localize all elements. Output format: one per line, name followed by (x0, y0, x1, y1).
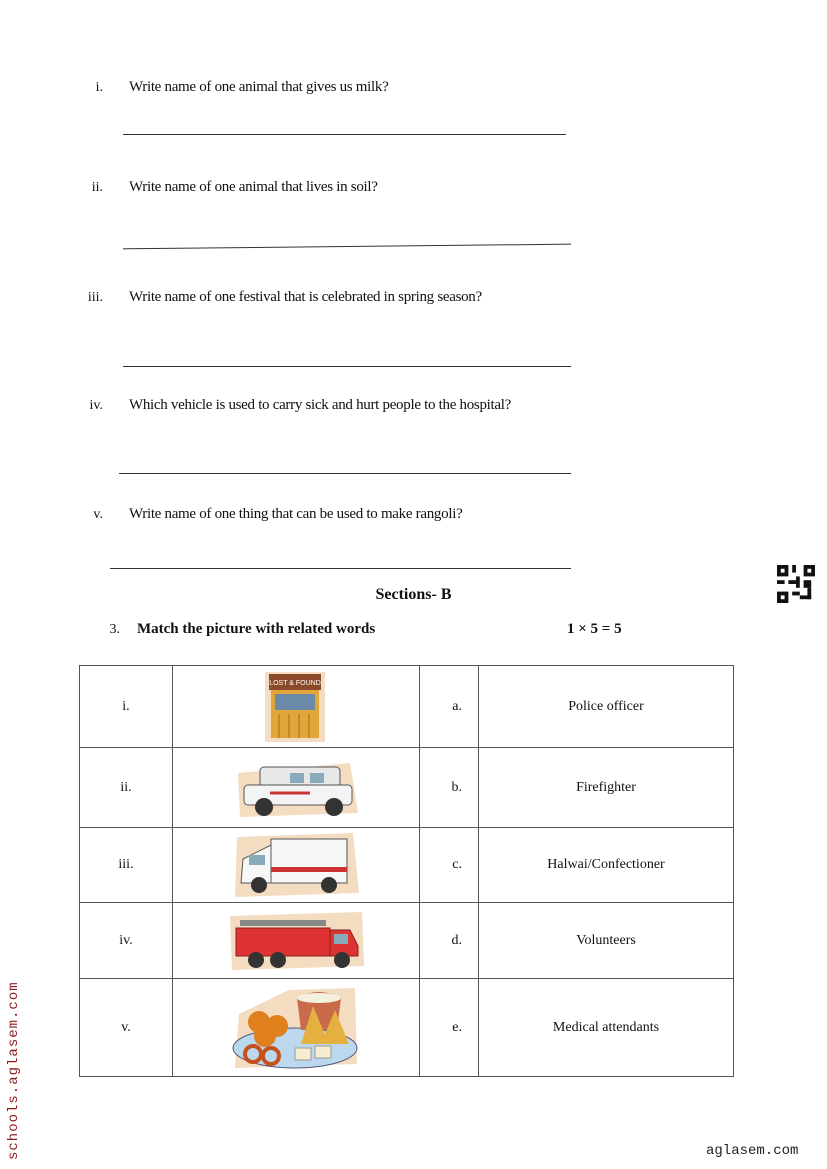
picture-cell (173, 748, 420, 828)
answer-line[interactable] (123, 366, 571, 367)
question-number: ii. (91, 180, 103, 195)
option-letter: b. (420, 748, 479, 828)
option-word: Police officer (479, 666, 734, 748)
police-jeep-icon (230, 753, 362, 823)
option-letter: c. (420, 828, 479, 903)
picture-cell (173, 979, 420, 1077)
row-number: v. (80, 979, 173, 1077)
lost-and-found-booth-icon (261, 670, 331, 744)
row-number: iv. (80, 903, 173, 979)
table-row (80, 666, 734, 748)
answer-line[interactable] (119, 473, 571, 474)
option-word: Medical attendants (479, 979, 734, 1077)
booth-sign: LOST & FOUND (269, 679, 321, 687)
question-text: Write name of one animal that gives us milk? (129, 79, 389, 95)
match-table (79, 665, 734, 1077)
question-text: Write name of one animal that lives in soil? (129, 179, 378, 195)
row-number: iii. (80, 828, 173, 903)
question-text: Write name of one festival that is celebrated in spring season? (129, 289, 482, 305)
row-number: ii. (80, 748, 173, 828)
footer-watermark: aglasem.com (706, 1143, 799, 1159)
picture-cell (173, 828, 420, 903)
picture-cell (173, 903, 420, 979)
sweets-plate-icon (229, 984, 363, 1072)
picture-cell (173, 666, 420, 748)
ambulance-icon (231, 831, 361, 899)
row-number: i. (80, 666, 173, 748)
section-title: Sections- B (375, 586, 452, 603)
question-number: i. (95, 80, 103, 95)
question-number: v. (93, 507, 103, 522)
option-word: Volunteers (479, 903, 734, 979)
question-text: Write name of one thing that can be used to make rangoli? (129, 506, 463, 522)
table-row (80, 748, 734, 828)
fire-truck-icon (226, 908, 366, 974)
option-letter: e. (420, 979, 479, 1077)
answer-line[interactable] (123, 134, 566, 135)
option-letter: d. (420, 903, 479, 979)
question-number: iv. (89, 398, 103, 413)
question-text: Match the picture with related words (137, 621, 376, 637)
answer-line[interactable] (110, 568, 571, 569)
question-number: iii. (87, 290, 103, 305)
side-watermark: schools.aglasem.com (6, 981, 22, 1160)
marks: 1 × 5 = 5 (567, 621, 622, 637)
table-row (80, 979, 734, 1077)
question-text: Which vehicle is used to carry sick and hurt people to the hospital? (129, 397, 511, 413)
table-row (80, 828, 734, 903)
table-row (80, 903, 734, 979)
answer-line[interactable] (123, 244, 571, 250)
question-number: 3. (109, 622, 120, 637)
option-word: Halwai/Confectioner (479, 828, 734, 903)
option-word: Firefighter (479, 748, 734, 828)
option-letter: a. (420, 666, 479, 748)
